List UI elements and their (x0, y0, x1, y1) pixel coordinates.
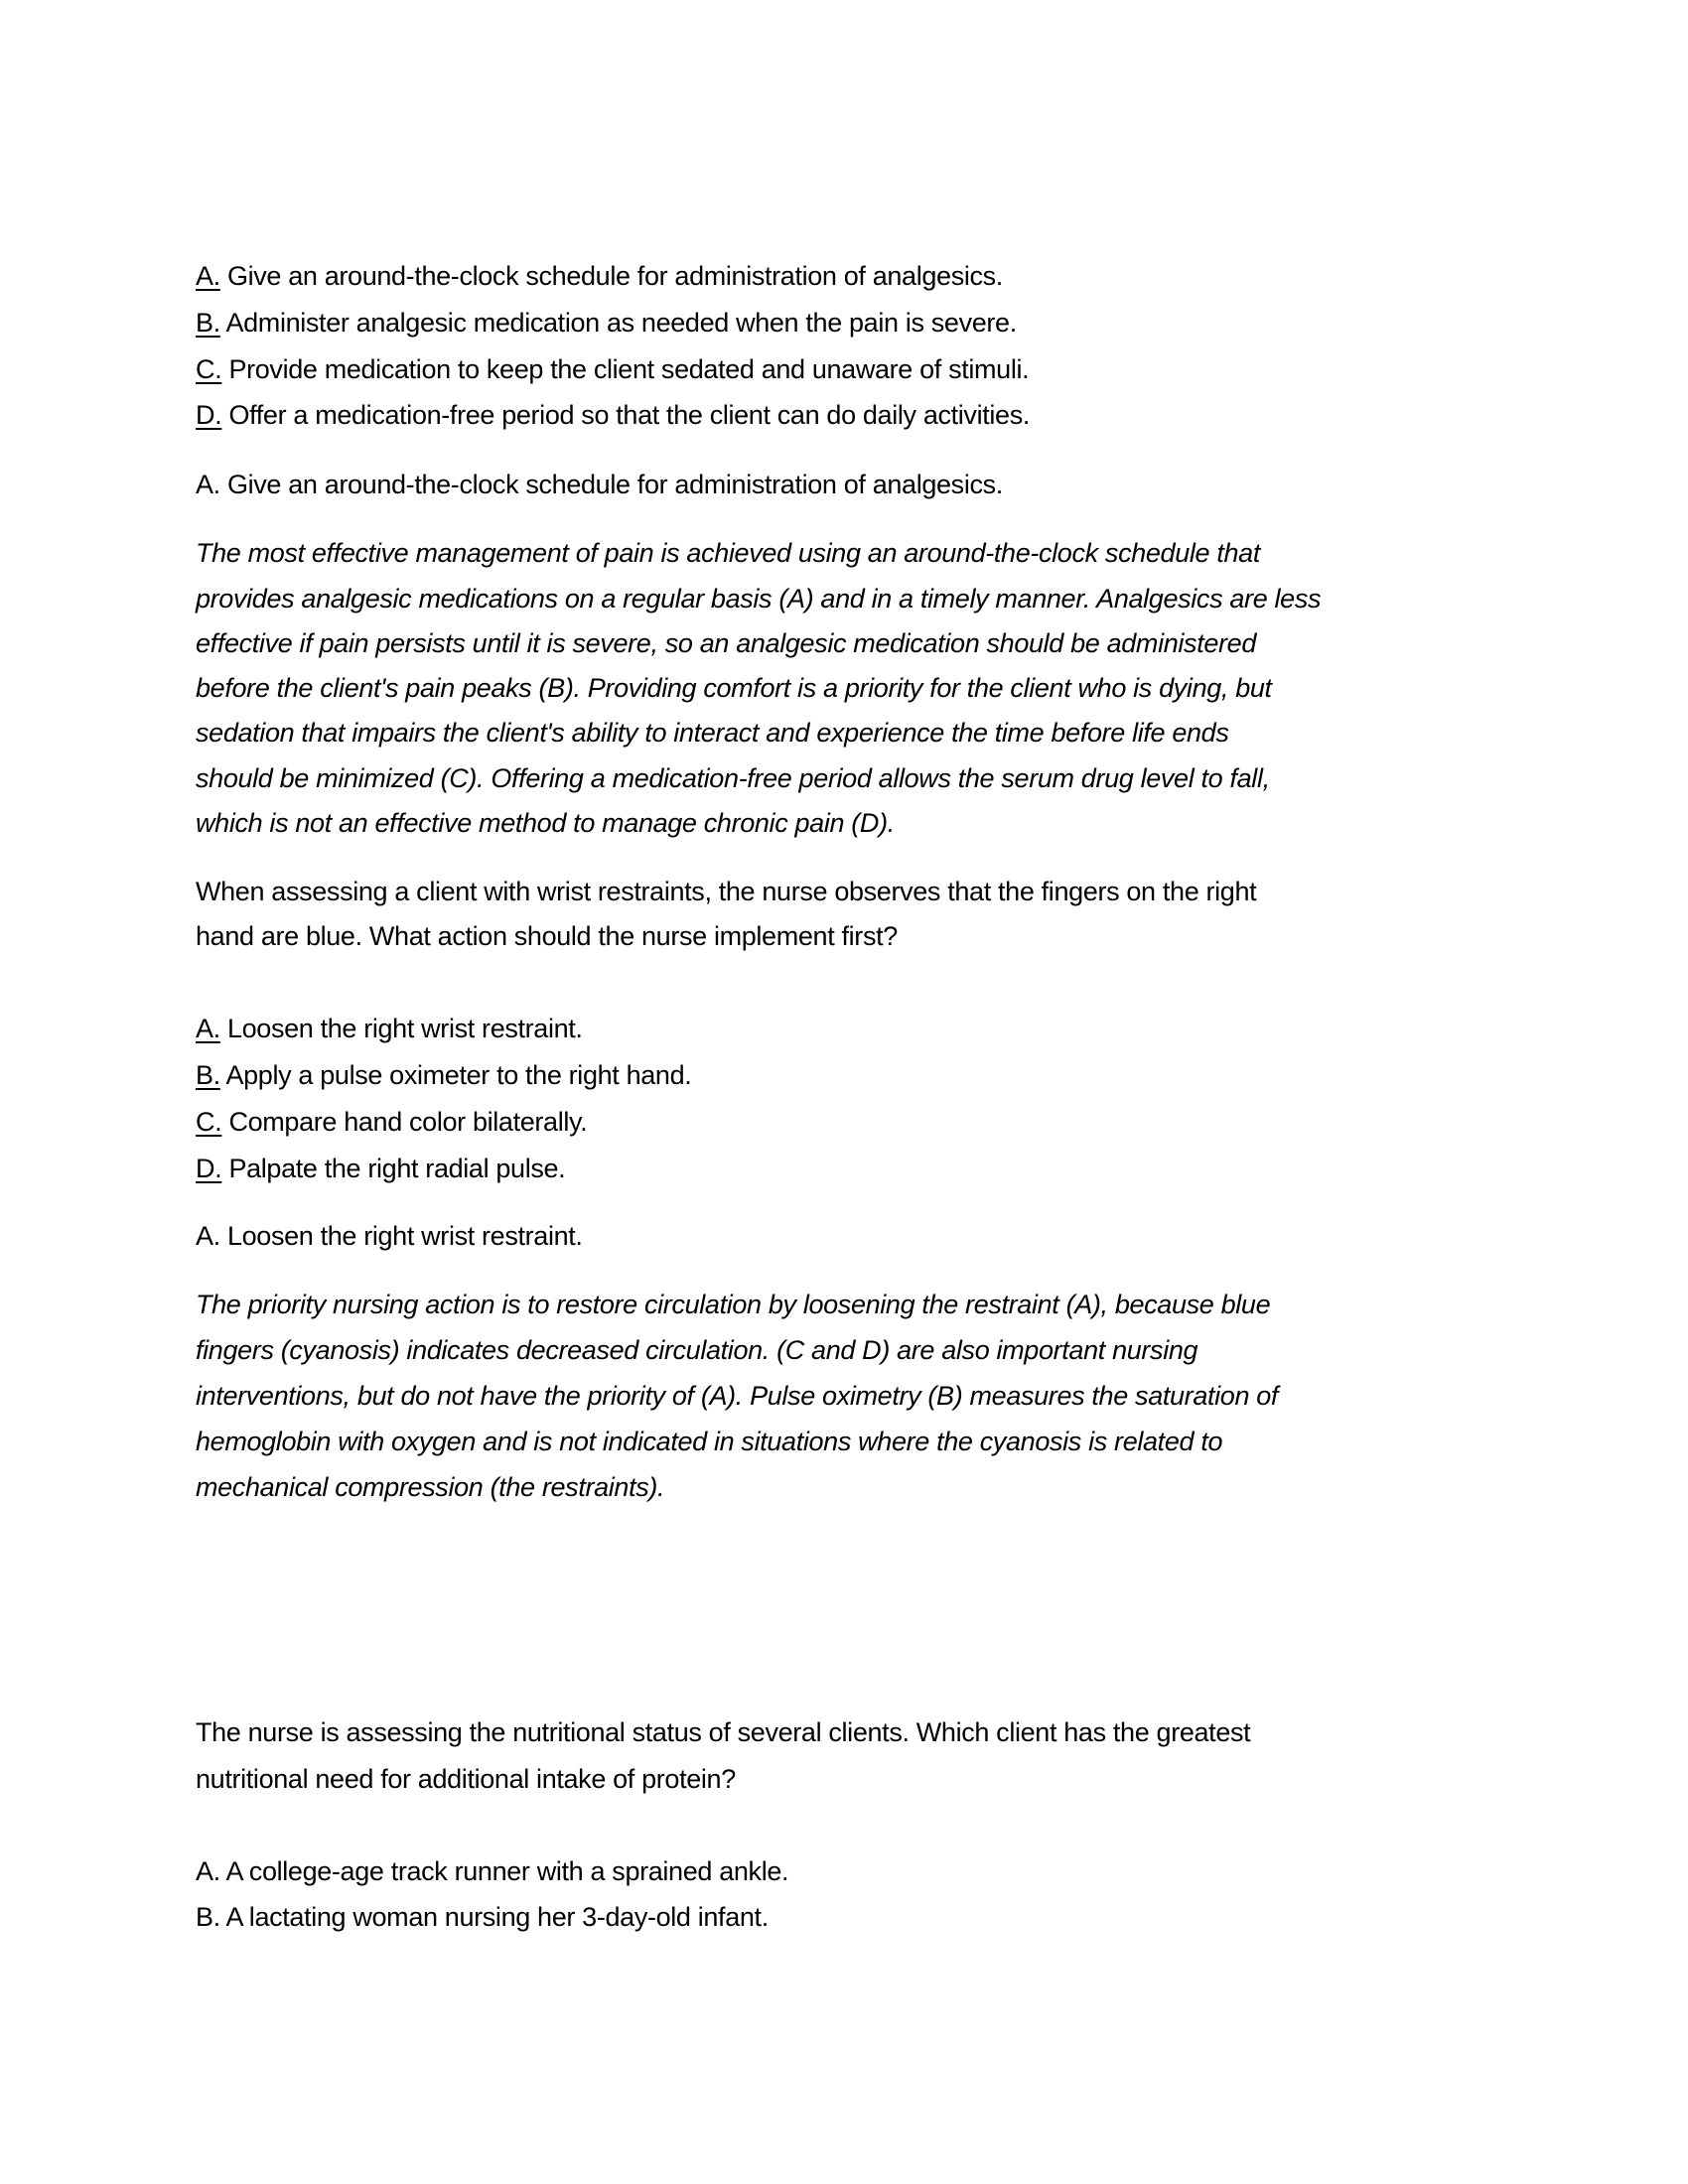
option-text: Provide medication to keep the client sedated and unaware of stimuli. (221, 354, 1030, 384)
q2-rationale-line: mechanical compression (the restraints). (196, 1472, 665, 1502)
q3-option-a: A. A college-age track runner with a sprained ankle. (196, 1856, 789, 1886)
q1-rationale-line: which is not an effective method to manage chronic pain (D). (196, 808, 895, 838)
q2-rationale-line: interventions, but do not have the priority of (A). Pulse oximetry (B) measures the saturation of (196, 1381, 1279, 1411)
q2-question-line: hand are blue. What action should the nurse implement first? (196, 921, 898, 951)
option-letter: C. (196, 1107, 222, 1137)
option-text: Administer analgesic medication as needed when the pain is severe. (219, 308, 1017, 338)
option-letter: C. (196, 354, 222, 384)
option-text: Apply a pulse oximeter to the right hand. (219, 1060, 692, 1090)
q1-rationale-line: The most effective management of pain is achieved using an around-the-clock schedule that (196, 538, 1260, 568)
q2-option-d (196, 1153, 565, 1184)
option-text: Offer a medication-free period so that the client can do daily activities. (221, 400, 1031, 430)
option-letter: A. (196, 261, 220, 291)
option-text: Palpate the right radial pulse. (221, 1154, 566, 1183)
q1-option-d (196, 399, 1030, 431)
option-letter: D. (196, 1154, 222, 1183)
q1-option-c (196, 353, 1029, 385)
option-text: Compare hand color bilaterally. (221, 1107, 588, 1137)
q3-question-line: nutritional need for additional intake of protein? (196, 1764, 736, 1794)
q2-option-c (196, 1106, 587, 1138)
q1-rationale-line: should be minimized (C). Offering a medication-free period allows the serum drug level to fall, (196, 763, 1270, 793)
q3-question-line: The nurse is assessing the nutritional status of several clients. Which client has the greatest (196, 1717, 1251, 1747)
option-letter: B. (196, 1060, 220, 1090)
option-text: Give an around-the-clock schedule for administration of analgesics. (219, 261, 1003, 291)
option-letter: D. (196, 400, 222, 430)
q1-option-a (196, 260, 1003, 292)
q2-answer: A. Loosen the right wrist restraint. (196, 1221, 583, 1251)
option-letter: B. (196, 308, 220, 338)
q1-rationale-line: before the client's pain peaks (B). Providing comfort is a priority for the client who is dying, but (196, 673, 1272, 703)
q2-question-line: When assessing a client with wrist restraints, the nurse observes that the fingers on the right (196, 877, 1257, 906)
q1-rationale-line: effective if pain persists until it is severe, so an analgesic medication should be administered (196, 628, 1256, 658)
q2-option-a (196, 1013, 583, 1044)
q3-option-b: B. A lactating woman nursing her 3-day-old infant. (196, 1902, 769, 1932)
q1-rationale-line: sedation that impairs the client's ability to interact and experience the time before life ends (196, 718, 1229, 748)
option-letter: A. (196, 1014, 220, 1043)
q1-answer: A. Give an around-the-clock schedule for administration of analgesics. (196, 470, 1003, 499)
q2-rationale-line: hemoglobin with oxygen and is not indicated in situations where the cyanosis is related to (196, 1427, 1223, 1456)
q1-option-b (196, 307, 1017, 339)
option-text: Loosen the right wrist restraint. (219, 1014, 583, 1043)
q1-rationale-line: provides analgesic medications on a regular basis (A) and in a timely manner. Analgesics are less (196, 584, 1322, 614)
q2-rationale-line: The priority nursing action is to restore circulation by loosening the restraint (A), because blue (196, 1290, 1271, 1319)
q2-rationale-line: fingers (cyanosis) indicates decreased circulation. (C and D) are also important nursing (196, 1335, 1198, 1365)
q2-option-b (196, 1059, 691, 1091)
